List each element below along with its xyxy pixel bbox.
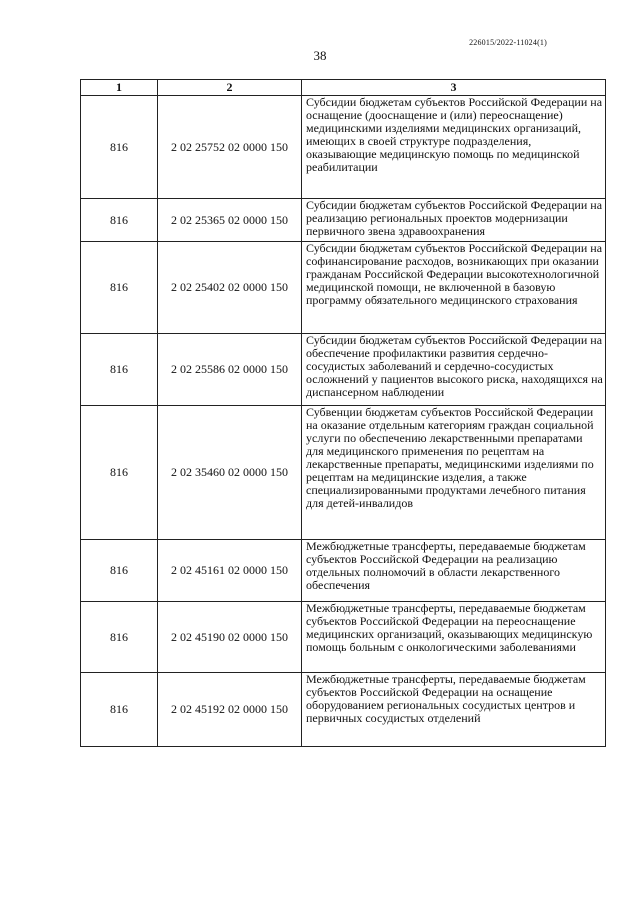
page-number: 38 <box>313 48 327 63</box>
admin-code-cell: 816 <box>81 334 158 406</box>
description-cell: Субсидии бюджетам субъектов Российской Федерации на софинансирование расходов, возникающих при оказании гражданам Российской Федерации высокотехнологичной медицинской помощи, не включенной в базовую программу обязательного медицинского страхования <box>302 242 606 334</box>
admin-code-cell: 816 <box>81 673 158 747</box>
admin-code-cell: 816 <box>81 199 158 242</box>
revenue-code-cell: 2 02 25752 02 0000 150 <box>158 96 302 199</box>
table-row <box>81 96 606 199</box>
revenue-code-cell: 2 02 25402 02 0000 150 <box>158 242 302 334</box>
description-cell: Межбюджетные трансферты, передаваемые бюджетам субъектов Российской Федерации на переоснащение медицинских организаций, оказывающих медицинскую помощь больным с онкологическими заболеваниями <box>302 602 606 673</box>
table-row <box>81 199 606 242</box>
admin-code-cell: 816 <box>81 602 158 673</box>
description-cell: Межбюджетные трансферты, передаваемые бюджетам субъектов Российской Федерации на оснащение оборудованием региональных сосудистых центров и первичных сосудистых отделений <box>302 673 606 747</box>
column-header-1: 1 <box>81 80 158 96</box>
admin-code-cell: 816 <box>81 242 158 334</box>
document-registration-code: 226015/2022-11024(1) <box>469 38 547 47</box>
column-header-2: 2 <box>158 80 302 96</box>
admin-code-cell: 816 <box>81 96 158 199</box>
budget-classification-table <box>80 79 606 747</box>
revenue-code-cell: 2 02 35460 02 0000 150 <box>158 406 302 540</box>
table-row <box>81 602 606 673</box>
revenue-code-cell: 2 02 25365 02 0000 150 <box>158 199 302 242</box>
description-cell: Межбюджетные трансферты, передаваемые бюджетам субъектов Российской Федерации на реализацию отдельных полномочий в области лекарственного обеспечения <box>302 540 606 602</box>
table-row <box>81 242 606 334</box>
description-cell: Субсидии бюджетам субъектов Российской Федерации на оснащение (дооснащение и (или) переоснащение) медицинскими изделиями медицинских организаций, имеющих в своей структуре подразделения, оказывающие медицинскую помощь по медицинской реабилитации <box>302 96 606 199</box>
table-row <box>81 673 606 747</box>
description-cell: Субвенции бюджетам субъектов Российской Федерации на оказание отдельным категориям граждан социальной услуги по обеспечению лекарственными препаратами для медицинского применения по рецептам на лекарственные препараты, медицинскими изделиями по рецептам на медицинские изделия, а также специализированными продуктами лечебного питания для детей-инвалидов <box>302 406 606 540</box>
table-header-row <box>81 80 606 96</box>
revenue-code-cell: 2 02 45190 02 0000 150 <box>158 602 302 673</box>
revenue-code-cell: 2 02 45192 02 0000 150 <box>158 673 302 747</box>
revenue-code-cell: 2 02 45161 02 0000 150 <box>158 540 302 602</box>
admin-code-cell: 816 <box>81 540 158 602</box>
column-header-3: 3 <box>302 80 606 96</box>
revenue-code-cell: 2 02 25586 02 0000 150 <box>158 334 302 406</box>
table-row <box>81 334 606 406</box>
table-row <box>81 540 606 602</box>
admin-code-cell: 816 <box>81 406 158 540</box>
description-cell: Субсидии бюджетам субъектов Российской Федерации на обеспечение профилактики развития сердечно-сосудистых заболеваний и сердечно-сосудистых осложнений у пациентов высокого риска, находящихся на диспансерном наблюдении <box>302 334 606 406</box>
table-row <box>81 406 606 540</box>
description-cell: Субсидии бюджетам субъектов Российской Федерации на реализацию региональных проектов модернизации первичного звена здравоохранения <box>302 199 606 242</box>
